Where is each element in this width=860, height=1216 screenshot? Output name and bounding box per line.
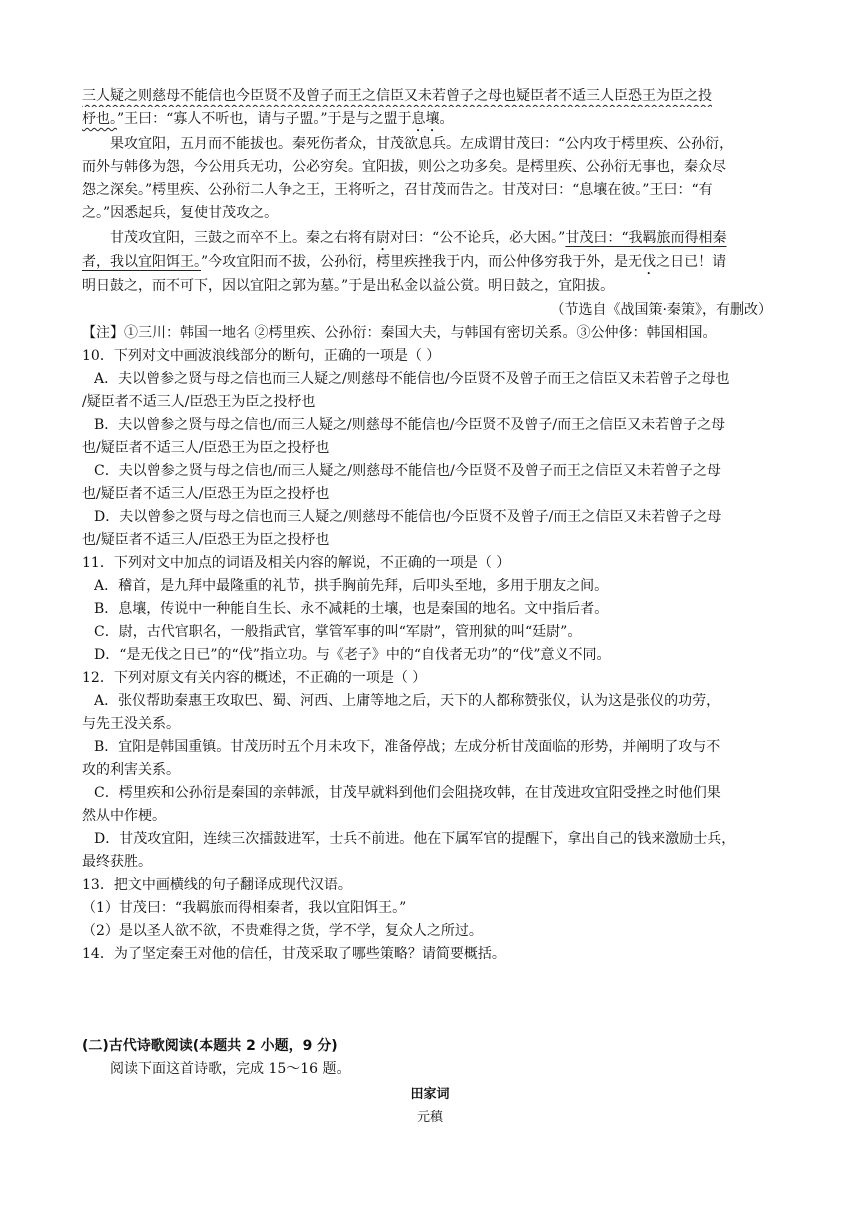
passage-line: 怨之深矣。”樗里疾、公孙衍二人争之王，王将听之，召甘茂而告之。甘茂对曰：“息壤在彼。”王曰：“有 (82, 182, 713, 198)
option-line: 也/疑臣者不适三人/臣恐王为臣之投杼也 (82, 486, 330, 502)
option-line: 与先王没关系。 (82, 716, 180, 732)
passage-text: ”王曰：“寡人不听也，请与子盟。”于是与之盟于 (117, 111, 412, 127)
passage-line (82, 85, 782, 107)
dotted-term: 息壤 (411, 111, 440, 127)
passage-line (110, 227, 782, 254)
underlined-sentence: 者，我以宜阳饵王。 (82, 254, 201, 270)
option-line: （1）甘茂曰：“我羁旅而得相秦者，我以宜阳饵王。” (82, 900, 407, 916)
option-line: D．“是无伐之日已”的“伐”指立功。与《老子》中的“自伐者无功”的“伐”意义不同。 (94, 647, 611, 663)
passage-line: 明日鼓之，而不可下，因以宜阳之郭为墓。”于是出私金以益公赏。明日鼓之，宜阳拔。 (82, 278, 615, 294)
dotted-term: 尉 (376, 230, 390, 246)
passage-text: ”今攻宜阳而不拔，公孙衍，樗里疾挫我于内，而公仲侈穷我于外，是无 (201, 254, 643, 270)
passage-text: 对曰：“公不论兵，必大困。” (390, 230, 566, 246)
option-line: A．夫以曾参之贤与母之信也而三人疑之/则慈母不能信也/今臣贤不及曾子而王之信臣又未若曾子之母也 (94, 371, 730, 387)
question-stem: 10．下列对文中画波浪线部分的断句，正确的一项是（ ） (82, 348, 441, 364)
option-line: D．甘茂攻宜阳，连续三次擂鼓进军，士兵不前进。他在下属军官的提醒下，拿出自己的钱来激励士兵， (94, 831, 736, 847)
question-stem: 13．把文中画横线的句子翻译成现代汉语。 (82, 877, 352, 893)
option-line: /疑臣者不适三人/臣恐王为臣之投杼也 (82, 394, 316, 410)
section-heading: (二)古代诗歌阅读(本题共 2 小题，9 分) (82, 1038, 338, 1054)
question-stem: 12．下列对原文有关内容的概述，不正确的一项是（ ） (82, 670, 427, 686)
section-instruction: 阅读下面这首诗歌，完成 15～16 题。 (110, 1061, 351, 1077)
question-stem: 14．为了坚定秦王对他的信任，甘茂采取了哪些策略？请简要概括。 (82, 946, 506, 962)
question-stem: 11．下列对文中加点的词语及相关内容的解说，不正确的一项是（ ） (82, 555, 511, 571)
source-citation: （节选自《战国策·秦策》，有删改） (550, 302, 772, 318)
option-line: B．息壤，传说中一种能自生长、永不减耗的土壤，也是秦国的地名。文中指后者。 (94, 601, 609, 617)
poem-author: 元稹 (416, 1110, 443, 1125)
option-line: D．夫以曾参之贤与母之信也而三人疑之/则慈母不能信也/今臣贤不及曾子/而王之信臣又未若曾子之母 (94, 509, 722, 525)
passage-line: 而外与韩侈为怨，今公用兵无功，公必穷矣。宜阳拔，则公之功多矣。是樗里疾、公孙衍无事也，秦众尽 (82, 159, 726, 175)
dotted-term: 伐 (642, 254, 657, 270)
option-line: 也/疑臣者不适三人/臣恐王为臣之投杼也 (82, 440, 330, 456)
wavy-underlined-text: 三人疑之则慈母不能信也今臣贤不及曾子而王之信臣又未若曾子之母也疑臣者不适三人臣恐王为臣之投 (82, 88, 712, 104)
passage-text: 之日已！请 (656, 254, 727, 270)
option-line: 也/疑臣者不适三人/臣恐王为臣之投杼也 (82, 532, 330, 548)
wavy-underlined-text: 杼也。 (82, 111, 117, 127)
passage-text: 。 (439, 111, 454, 127)
option-line: 攻的利害关系。 (82, 762, 180, 778)
option-line: B．夫以曾参之贤与母之信也/而三人疑之/则慈母不能信也/今臣贤不及曾子/而王之信臣又未若曾子之母 (94, 417, 726, 433)
option-line: C．尉，古代官职名，一般指武官，掌管军事的叫“军尉”，管刑狱的叫“廷尉”。 (94, 624, 582, 640)
option-line: B．宜阳是韩国重镇。甘茂历时五个月未攻下，准备停战；左成分析甘茂面临的形势，并阐明了攻与不 (94, 739, 721, 755)
option-line: C．樗里疾和公孙衍是秦国的亲韩派，甘茂早就料到他们会阻挠攻韩，在甘茂进攻宜阳受挫之时他们果 (94, 785, 721, 801)
poem-title: 田家词 (410, 1087, 450, 1102)
passage-line (82, 251, 782, 278)
footnote: 【注】①三川：韩国一地名 ②樗里疾、公孙衍：秦国大夫，与韩国有密切关系。③公仲侈：韩国相国。 (82, 325, 717, 341)
passage-line (82, 108, 782, 135)
option-line: A．张仪帮助秦惠王攻取巴、蜀、河西、上庸等地之后，天下的人都称赞张仪，认为这是张仪的功劳， (94, 693, 721, 709)
underlined-sentence: 甘茂曰：“我羁旅而得相秦 (565, 230, 727, 246)
option-line: A．稽首，是九拜中最隆重的礼节，拱手胸前先拜，后叩头至地，多用于朋友之间。 (94, 578, 609, 594)
passage-line: 果攻宜阳，五月而不能拔也。秦死伤者众，甘茂欲息兵。左成谓甘茂曰：“公内攻于樗里疾、公孙衍， (110, 136, 734, 152)
option-line: 最终获胜。 (82, 854, 152, 870)
passage-line: 之。”因悉起兵，复使甘茂攻之。 (82, 205, 279, 221)
option-line: （2）是以圣人欲不欲，不贵难得之货，学不学，复众人之所过。 (82, 923, 483, 939)
option-line: 然从中作梗。 (82, 808, 166, 824)
passage-text: 甘茂攻宜阳，三鼓之而卒不上。秦之右将有 (110, 230, 376, 246)
option-line: C．夫以曾参之贤与母之信也/而三人疑之/则慈母不能信也/今臣贤不及曾子而王之信臣又未若曾子之母 (94, 463, 721, 479)
